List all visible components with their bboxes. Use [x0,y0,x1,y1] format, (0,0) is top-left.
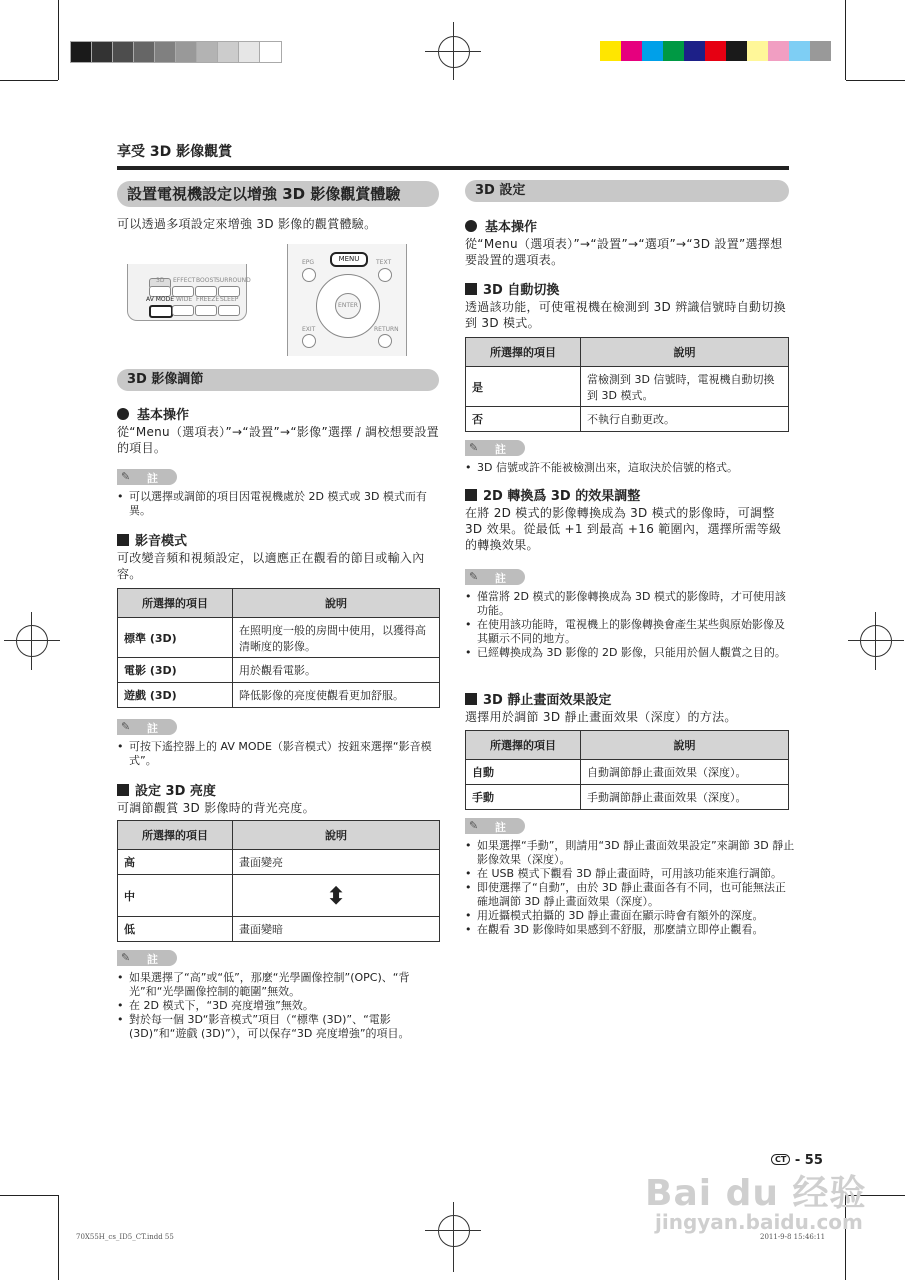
conversion-text: 在將 2D 模式的影像轉換成為 3D 模式的影像時，可調整 3D 效果。從最低 +1 到最高 +16 範圍內，選擇所需等級的轉換效果。 [465,506,782,552]
note-list-2 [117,740,439,768]
registration-mark [453,22,454,80]
table-row [466,407,789,432]
pencil-icon: ✎ [121,720,131,733]
table-cell-value: 降低影像的亮度使觀看更加舒服。 [233,683,440,708]
brightness-title: 設定 3D 亮度 [135,784,216,799]
note-item: • 已經轉換成為 3D 影像的 2D 影像，只能用於個人觀賞之目的。 [465,646,795,660]
registration-mark [4,640,60,641]
table-row [466,367,789,407]
crop-mark [0,1195,58,1196]
crop-mark [0,80,58,81]
main-section-title: 設置電視機設定以增強 3D 影像觀賞體驗 [117,181,439,207]
table-cell-value: 畫面變亮 [233,850,440,875]
av-mode-heading [117,530,187,549]
footer-file: 70X55H_cs_ID5_CT.indd 55 [76,1233,174,1241]
color-bar [684,41,705,61]
color-bar [810,41,831,61]
epg-button [302,268,316,282]
note-item: • 可按下遙控器上的 AV MODE（影音模式）按鈕來選擇“影音模式”。 [117,740,439,768]
note-tag [117,719,177,735]
table-cell-value: 不執行自動更改。 [581,407,789,432]
gray-bar [70,41,93,63]
still-effect-title: 3D 靜止畫面效果設定 [483,693,612,708]
note-tag [465,440,525,456]
basic-op-text: 從“Menu（選項表）”→“設置”→“選項”→“3D 設置”選擇想要設置的選項表。 [465,237,783,267]
table-cell-value: 手動調節靜止畫面效果（深度）。 [581,785,789,810]
conversion-heading [465,485,640,504]
registration-mark [453,1202,454,1272]
note-item: • 如果選擇“手動”，則請用“3D 靜止畫面效果設定”來調節 3D 靜止影像效果（深度）。 [465,839,795,867]
table-cell-value: 當檢測到 3D 信號時，電視機自動切換到 3D 模式。 [581,367,789,407]
remote-label: SLEEP [220,296,239,303]
footer-date: 2011-9-8 15:46:11 [760,1233,826,1241]
note-tag [465,569,525,585]
square-bullet [117,534,129,546]
registration-mark [31,612,32,670]
table-cell-key: 電影 (3D) [118,658,233,683]
gray-bar [91,41,114,63]
pencil-icon: ✎ [469,441,479,454]
basic-op-heading [465,216,537,235]
note-item: • 對於每一個 3D“影音模式”項目（“標準 (3D)”、“電影 (3D)”和“遊戲 (3D)”），可以保存“3D 亮度增強”的項目。 [117,1013,447,1041]
table-cell-key: 是 [466,367,581,407]
pencil-icon: ✎ [469,819,479,832]
table-cell-value: 自動調節靜止畫面效果（深度）。 [581,760,789,785]
av-mode-title: 影音模式 [135,534,188,549]
remote-label: AV MODE [146,296,175,303]
table-row [466,760,789,785]
square-bullet [465,283,477,295]
bullet-dot [117,408,129,420]
remote-navigation-illustration [287,244,407,356]
note-item: • 用近攝模式拍攝的 3D 靜止畫面在顯示時會有額外的深度。 [465,909,795,923]
av-mode-text: 可改變音頻和視頻設定，以適應正在觀看的節目或輸入內容。 [117,551,425,581]
gray-bar [112,41,135,63]
color-bar [663,41,684,61]
still-effect-heading [465,689,611,708]
language-badge: CT [771,1154,790,1165]
basic-op-title: 基本操作 [137,408,190,423]
table-row [118,850,440,875]
auto-switch-title: 3D 自動切換 [483,283,560,298]
table-header: 說明 [233,821,440,850]
table-row [118,917,440,942]
gray-bar [154,41,177,63]
square-bullet [117,784,129,796]
table-header: 說明 [581,338,789,367]
enter-button: ENTER [335,293,361,319]
still-effect-table [465,730,789,810]
table-cell-value: 在照明度一般的房間中使用，以獲得高清晰度的影像。 [233,618,440,658]
return-button [378,334,392,348]
table-header-row [118,821,440,850]
color-bar [726,41,747,61]
remote-wide-button [172,305,194,316]
gray-bar [259,41,282,63]
square-bullet [465,693,477,705]
table-header-row [466,338,789,367]
remote-label: RETURN [374,326,399,333]
registration-mark [860,625,892,657]
pencil-icon: ✎ [469,570,479,583]
watermark-logo: Bai du 经验 [645,1173,867,1214]
square-bullet [465,489,477,501]
color-bar [747,41,768,61]
note-label: 註 [495,443,506,456]
page-header-title: 享受 3D 影像觀賞 [117,144,233,160]
color-bar [621,41,642,61]
table-cell-key: 中 [118,875,233,917]
basic-op-heading [117,404,189,423]
still-effect-text: 選擇用於調節 3D 靜止畫面效果（深度）的方法。 [465,710,737,724]
table-header: 所選擇的項目 [466,731,581,760]
note-list-r3 [465,839,795,937]
text-button [378,268,392,282]
remote-label: TEXT [376,259,392,266]
table-cell-key: 高 [118,850,233,875]
note-list-r1 [465,461,795,475]
crop-mark [58,0,59,80]
remote-small-illustration [127,264,251,321]
remote-label: BOOST [196,277,217,284]
intro-text: 可以透過多項設定來增強 3D 影像的觀賞體驗。 [117,217,377,231]
exit-button [302,334,316,348]
remote-sleep-button [218,305,240,316]
table-cell-key: 低 [118,917,233,942]
note-tag [465,818,525,834]
registration-mark [438,1215,470,1247]
note-item: • 可以選擇或調節的項目因電視機處於 2D 模式或 3D 模式而有異。 [117,490,439,518]
remote-label: WIDE [176,296,193,303]
note-item: • 在使用該功能時，電視機上的影像轉換會產生某些與原始影像及其顯示不同的地方。 [465,618,795,646]
registration-mark [16,625,48,657]
gray-bar [133,41,156,63]
note-label: 註 [147,953,158,966]
brightness-table [117,820,440,942]
color-bar [768,41,789,61]
brightness-heading [117,780,216,799]
crop-mark [846,80,905,81]
auto-switch-table [465,337,789,432]
table-cell-key: 否 [466,407,581,432]
table-cell-value: 畫面變暗 [233,917,440,942]
page-number-value: 55 [804,1153,823,1168]
note-list-1 [117,490,439,518]
table-header-row [466,731,789,760]
basic-op-text: 從“Menu（選項表）”→“設置”→“影像”選擇 / 調校想要設置的項目。 [117,425,439,455]
registration-mark [438,36,470,68]
section-3d-settings: 3D 設定 [465,180,789,202]
remote-label: EXIT [302,326,316,333]
gray-bar [196,41,219,63]
table-cell-value: 用於觀看電影。 [233,658,440,683]
watermark-url: jingyan.baidu.com [655,1210,863,1234]
table-header-row [118,589,440,618]
note-item: • 在 2D 模式下，“3D 亮度增強”無效。 [117,999,447,1013]
color-bar [642,41,663,61]
note-label: 註 [495,572,506,585]
bullet-dot [465,220,477,232]
section-3d-image-adjust: 3D 影像調節 [117,369,439,391]
menu-button: MENU [330,252,368,267]
note-list-3 [117,971,447,1041]
auto-switch-text: 透過該功能，可使電視機在檢測到 3D 辨識信號時自動切換到 3D 模式。 [465,300,786,330]
note-tag [117,950,177,966]
gray-bar [238,41,261,63]
remote-label: 3D [156,277,165,284]
crop-mark [58,1195,59,1280]
note-item: • 僅當將 2D 模式的影像轉換成為 3D 模式的影像時，才可使用該功能。 [465,590,795,618]
table-row [118,875,440,917]
table-row [118,683,440,708]
crop-mark [845,0,846,80]
page-number-sep: - [794,1153,801,1168]
table-cell-key: 標準 (3D) [118,618,233,658]
table-cell-key: 手動 [466,785,581,810]
note-item: • 3D 信號或許不能被檢測出來，這取決於信號的格式。 [465,461,795,475]
note-item: • 在觀看 3D 影像時如果感到不舒服，那麼請立即停止觀看。 [465,923,795,937]
note-item: • 如果選擇了“高”或“低”，那麼“光學圖像控制”(OPC)、“背光”和“光學圖像控制的範圍”無效。 [117,971,447,999]
registration-mark [875,612,876,670]
color-bar [600,41,621,61]
table-row [466,785,789,810]
color-bar [789,41,810,61]
note-tag [117,469,177,485]
remote-label: EFFECT [173,277,196,284]
remote-label: EPG [302,259,315,266]
table-row [118,618,440,658]
table-header: 所選擇的項目 [118,589,233,618]
table-row [118,658,440,683]
pencil-icon: ✎ [121,951,131,964]
note-label: 註 [495,821,506,834]
note-item: • 即使選擇了“自動”，由於 3D 靜止畫面各有不同，也可能無法正確地調節 3D 靜止畫面效果（深度）。 [465,881,795,909]
gray-bar [175,41,198,63]
remote-freeze-button [195,305,217,316]
remote-av-mode-button [149,305,173,318]
gray-bar [217,41,240,63]
conversion-title: 2D 轉換爲 3D 的效果調整 [483,489,641,504]
up-down-arrow-icon: ⬍ [233,875,440,917]
color-bar [705,41,726,61]
basic-op-title: 基本操作 [485,220,538,235]
remote-label: SURROUND [216,277,251,284]
auto-switch-heading [465,279,559,298]
table-header: 所選擇的項目 [466,338,581,367]
registration-mark [848,640,904,641]
table-cell-key: 自動 [466,760,581,785]
table-header: 說明 [581,731,789,760]
remote-label: FREEZE [196,296,220,303]
note-item: • 在 USB 模式下觀看 3D 靜止畫面時，可用該功能來進行調節。 [465,867,795,881]
note-list-r2 [465,590,795,660]
brightness-text: 可調節觀賞 3D 影像時的背光亮度。 [117,801,315,815]
header-rule [117,166,789,170]
table-cell-key: 遊戲 (3D) [118,683,233,708]
table-header: 說明 [233,589,440,618]
note-label: 註 [147,722,158,735]
table-header: 所選擇的項目 [118,821,233,850]
av-mode-table [117,588,440,708]
note-label: 註 [147,472,158,485]
pencil-icon: ✎ [121,470,131,483]
